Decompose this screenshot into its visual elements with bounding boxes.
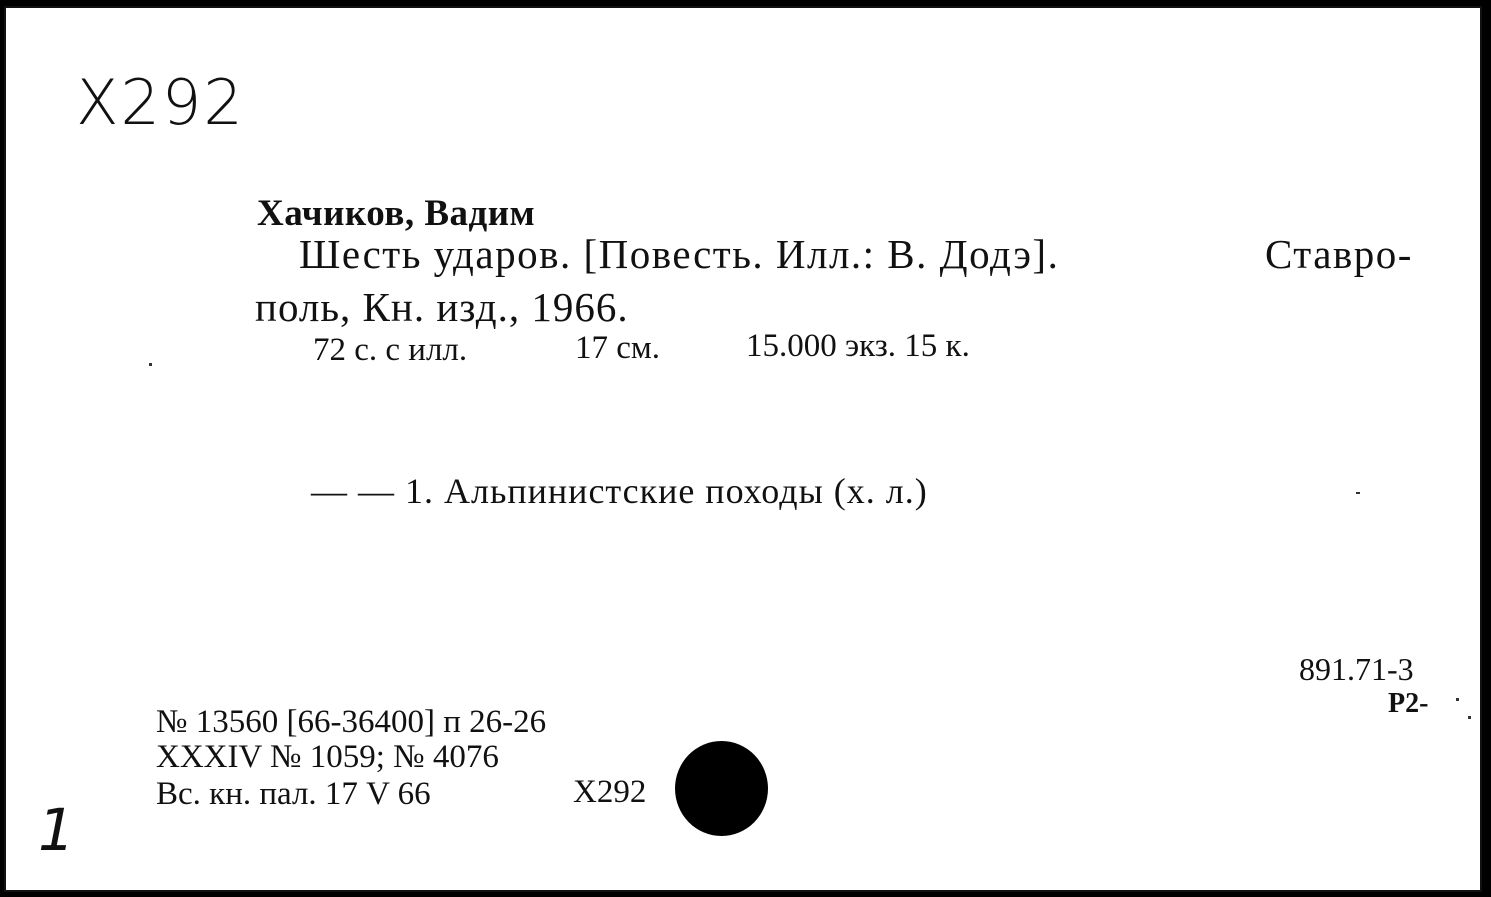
- punch-hole: [675, 741, 768, 836]
- physical-pages: 72 с. с илл.: [313, 332, 468, 368]
- title-line-1-end: Ставро-: [1265, 231, 1413, 277]
- subject-heading: — — 1. Альпинистские походы (х. л.): [311, 471, 928, 511]
- classification-index: 891.71-3: [1299, 651, 1414, 687]
- speck-mark: [1456, 698, 1459, 701]
- title-line-2: поль, Кн. изд., 1966.: [255, 284, 629, 330]
- speck-mark: [1356, 492, 1360, 494]
- speck-mark: [149, 363, 152, 366]
- registry-line-3: Вс. кн. пал. 17 V 66: [156, 776, 431, 812]
- call-number: X292: [76, 66, 245, 139]
- handwritten-mark: 1: [38, 796, 75, 864]
- catalog-card: [4, 6, 1482, 892]
- title-line-1: Шесть ударов. [Повесть. Илл.: В. Додэ].: [299, 231, 1060, 277]
- registry-line-2: XXXIV № 1059; № 4076: [156, 739, 499, 775]
- registry-line-1: № 13560 [66-36400] п 26-26: [156, 704, 547, 740]
- classification-code: Р2-: [1388, 688, 1429, 719]
- registry-code: X292: [573, 774, 647, 810]
- physical-size: 17 см.: [575, 330, 661, 366]
- author-heading: Хачиков, Вадим: [257, 193, 536, 234]
- speck-mark: [1468, 716, 1471, 719]
- physical-print-run: 15.000 экз. 15 к.: [746, 328, 970, 364]
